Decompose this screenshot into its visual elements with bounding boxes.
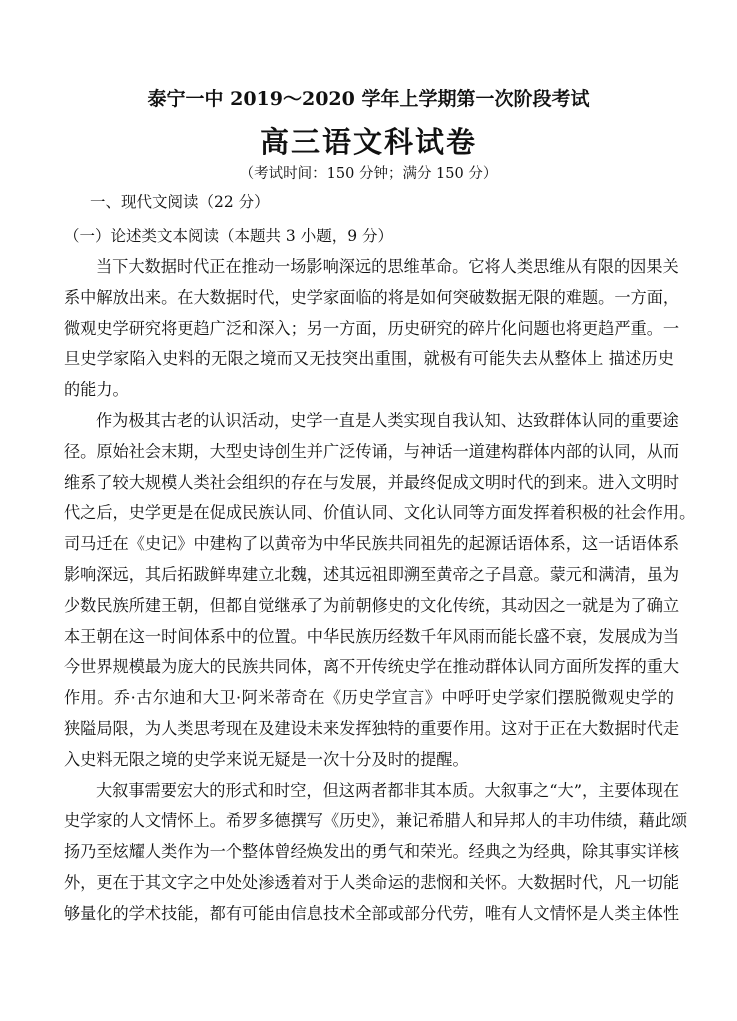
paper-title: 高三语文科试卷 (259, 125, 477, 159)
passage-line: 大叙事需要宏大的形式和时空，但这两者都非其本质。大叙事之“大”，主要体现在 (96, 780, 680, 800)
passage-line: 旦史学家陷入史料的无限之境而又无技突出重围，就极有可能失去从整体上 描述历史 (64, 349, 674, 369)
passage-line: 本王朝在这一时间体系中的位置。中华民族历经数千年风雨而能长盛不衰，发展成为当 (64, 626, 680, 646)
passage-line: 少数民族所建王朝，但都自觉继承了为前朝修史的文化传统，其动因之一就是为了确立 (64, 595, 680, 615)
passage-line: 径。原始社会末期，大型史诗创生并广泛传诵，与神话一道建构群体内部的认同，从而 (64, 441, 680, 461)
passage-line: 当下大数据时代正在推动一场影响深远的思维革命。它将人类思维从有限的因果关 (96, 257, 679, 276)
passage-line: 外，更在于其文字之中处处渗透着对于人类命运的悲悯和关怀。大数据时代，凡一切能 (64, 872, 680, 892)
school-exam-title: 泰宁一中 2019～2020 学年上学期第一次阶段考试 (147, 88, 590, 110)
section-heading: 一、现代文阅读（22 分） (90, 193, 270, 211)
subsection-heading: （一）论述类文本阅读（本题共 3 小题，9 分） (64, 227, 394, 245)
passage-line: 影响深远，其后拓跋鲜卑建立北魏，述其远祖即溯至黄帝之子昌意。蒙元和满清，虽为 (64, 564, 680, 584)
passage-line: 入史料无限之境的史学来说无疑是一次十分及时的提醒。 (64, 749, 469, 769)
passage-line: 维系了较大规模人类社会组织的存在与发展，并最终促成文明时代的到来。进入文明时 (64, 472, 680, 492)
passage-line: 代之后，史学更是在促成民族认同、价值认同、文化认同等方面发挥着积极的社会作用。 (64, 503, 696, 523)
exam-time-info: （考试时间：150 分钟；满分 150 分） (239, 166, 498, 182)
passage-line: 司马迁在《史记》中建构了以黄帝为中华民族共同祖先的起源话语体系，这一话语体系 (64, 534, 680, 554)
passage-line: 作用。乔·古尔迪和大卫·阿米蒂奇在《历史学宣言》中呼吁史学家们摆脱微观史学的 (64, 688, 674, 708)
passage-line: 扬乃至炫耀人类作为一个整体曾经焕发出的勇气和荣光。经典之为经典，除其事实详核 (64, 842, 680, 862)
passage-paragraph (64, 252, 680, 406)
passage-line: 狭隘局限，为人类思考现在及建设未来发挥独特的重要作用。这对于正在大数据时代走 (64, 718, 680, 738)
passage-line: 的能力。 (64, 380, 129, 400)
passage-line: 史学家的人文情怀上。希罗多德撰写《历史》，兼记希腊人和异邦人的丰功伟绩，藉此颂 (64, 811, 688, 831)
passage-line: 够量化的学术技能，都有可能由信息技术全部或部分代劳，唯有人文情怀是人类主体性 (64, 903, 680, 923)
passage-line: 微观史学研究将更趋广泛和深入；另一方面，历史研究的碎片化问题也将更趋严重。一 (64, 318, 680, 338)
passage-paragraph (64, 776, 688, 930)
reading-passage (64, 252, 696, 930)
passage-line: 系中解放出来。在大数据时代，史学家面临的将是如何突破数据无限的难题。一方面， (64, 287, 680, 307)
passage-line: 作为极其古老的认识活动，史学一直是人类实现自我认知、达致群体认同的重要途 (96, 410, 679, 430)
passage-line: 今世界规模最为庞大的民族共同体，离不开传统史学在推动群体认同方面所发挥的重大 (64, 657, 680, 677)
passage-paragraph (64, 406, 696, 776)
